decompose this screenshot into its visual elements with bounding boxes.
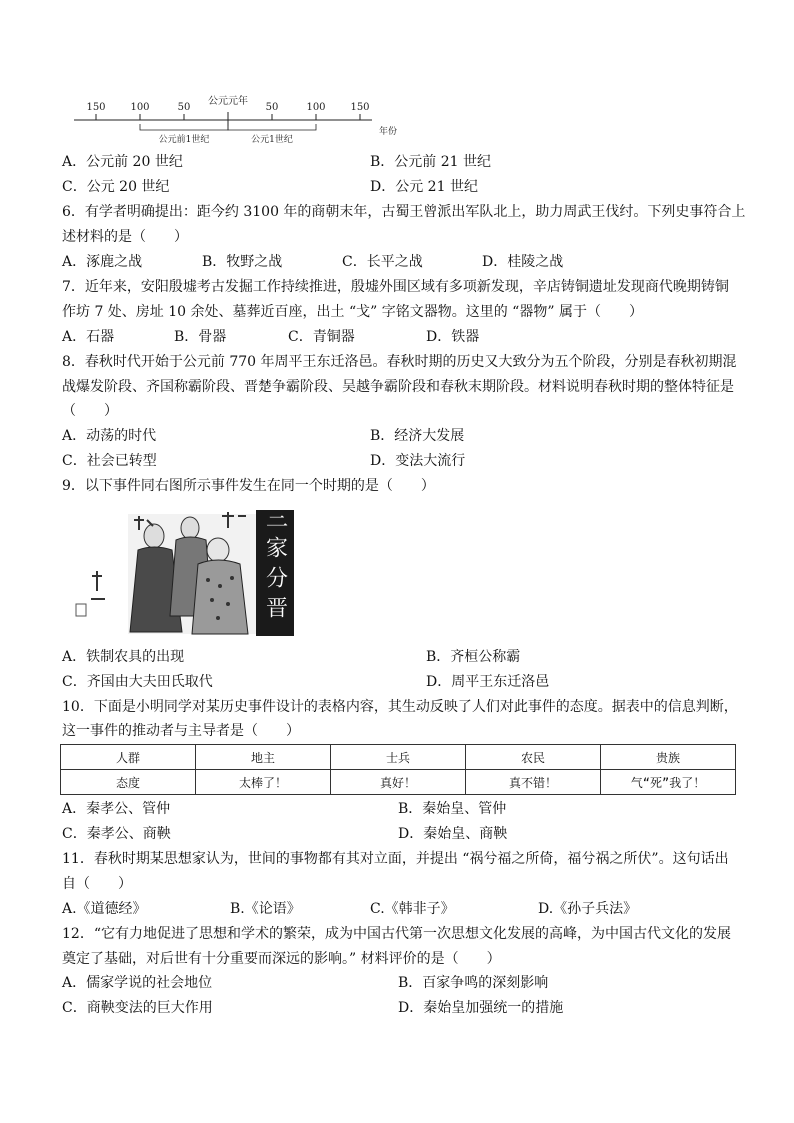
q6-options (62, 251, 742, 273)
q11-option-c[interactable]: C.《韩非子》 (370, 901, 455, 917)
bc-century-label: 公元前1世纪 (158, 135, 210, 145)
q10-options-row-2 (62, 823, 742, 845)
table-cell: 士兵 (331, 745, 466, 770)
q11-option-b[interactable]: B.《论语》 (230, 901, 301, 917)
timeline-figure (60, 68, 420, 158)
q7-option-c[interactable]: C．青铜器 (288, 329, 355, 345)
q8-stem-line-2: 战爆发阶段、齐国称霸阶段、晋楚争霸阶段、吴越争霸阶段和春秋末期阶段。材料说明春秋时期的整体特征是 (62, 379, 734, 395)
q12-options-row-2 (62, 997, 742, 1019)
q5-option-b[interactable]: B．公元前 21 世纪 (370, 154, 492, 170)
q12-option-d[interactable]: D．秦始皇加强统一的措施 (398, 1000, 564, 1016)
tick-label: 100 (306, 102, 326, 113)
q10-options-row-1 (62, 798, 742, 820)
tick-label: 50 (265, 102, 279, 113)
q12-stem-line-2: 奠定了基础，对后世有十分重要而深远的影响。” 材料评价的是（ ） (62, 951, 501, 967)
tick-label: 150 (350, 102, 370, 113)
three-families-partition-illustration (72, 506, 294, 638)
q10-option-c[interactable]: C．秦孝公、商鞅 (62, 826, 171, 842)
q5-option-c[interactable]: C．公元 20 世纪 (62, 179, 170, 195)
bc-bracket (140, 124, 228, 130)
q7-options (62, 326, 742, 348)
table-cell: 真不错！ (466, 770, 601, 795)
q12-option-c[interactable]: C．商鞅变法的巨大作用 (62, 1000, 213, 1016)
table-cell: 贵族 (601, 745, 736, 770)
q9-options-row-1 (62, 646, 742, 668)
q7-option-d[interactable]: D．铁器 (426, 329, 480, 345)
q11-options (62, 898, 742, 920)
q8-options-row-1 (62, 425, 742, 447)
q10-stem-line-2: 这一事件的推动者与主导者是（ ） (62, 723, 300, 739)
q11-option-d[interactable]: D.《孙子兵法》 (538, 901, 638, 917)
q9-options-row-2 (62, 671, 742, 693)
q10-option-a[interactable]: A．秦孝公、管仲 (62, 801, 171, 817)
tick-label-origin: 公元元年 (208, 96, 248, 107)
table-cell: 真好！ (331, 770, 466, 795)
q11-option-a[interactable]: A.《道德经》 (62, 901, 147, 917)
q10-stem-line-1: 10．下面是小明同学对某历史事件设计的表格内容，其生动反映了人们对此事件的态度。据表中的信息判断， (62, 699, 738, 715)
table-row (61, 770, 736, 795)
table-cell: 气“死”我了！ (601, 770, 736, 795)
q10-option-b[interactable]: B．秦始皇、管仲 (398, 801, 507, 817)
table-cell: 人群 (61, 745, 196, 770)
q9-option-c[interactable]: C．齐国由大夫田氏取代 (62, 674, 213, 690)
q12-options-row-1 (62, 972, 742, 994)
tick-label: 100 (130, 102, 150, 113)
q7-option-b[interactable]: B．骨器 (174, 329, 227, 345)
q9-option-d[interactable]: D．周平王东迁洛邑 (426, 674, 550, 690)
q8-option-d[interactable]: D．变法大流行 (370, 453, 466, 469)
q11-stem-line-2: 自（ ） (62, 876, 132, 892)
attitude-table (60, 744, 736, 795)
q8-option-a[interactable]: A．动荡的时代 (62, 428, 157, 444)
q8-stem-line-3: （ ） (62, 403, 118, 419)
q12-stem-line-1: 12．“它有力地促进了思想和学术的繁荣，成为中国古代第一次思想文化发展的高峰，为中国古代文化的发展 (62, 926, 731, 942)
q5-options-row-2 (62, 176, 742, 198)
q8-options-row-2 (62, 450, 742, 472)
timeline-ticks (96, 112, 360, 126)
q12-option-a[interactable]: A．儒家学说的社会地位 (62, 975, 213, 991)
q6-option-b[interactable]: B．牧野之战 (202, 254, 283, 270)
q11-stem-line-1: 11．春秋时期某思想家认为，世间的事物都有其对立面，并提出 “祸兮福之所倚，福兮祸之所伏”。这句话出 (62, 851, 729, 867)
tick-label: 150 (86, 102, 106, 113)
q9-option-a[interactable]: A．铁制农具的出现 (62, 649, 185, 665)
table-cell: 态度 (61, 770, 196, 795)
q9-option-b[interactable]: B．齐桓公称霸 (426, 649, 521, 665)
q8-option-b[interactable]: B．经济大发展 (370, 428, 465, 444)
q8-option-c[interactable]: C．社会已转型 (62, 453, 157, 469)
q7-stem-line-2: 作坊 7 处、房址 10 余处、墓葬近百座，出土 “戈” 字铭文器物。这里的 “器物” 属于（ ） (62, 304, 643, 320)
q5-option-d[interactable]: D．公元 21 世纪 (370, 179, 478, 195)
q12-option-b[interactable]: B．百家争鸣的深刻影响 (398, 975, 549, 991)
table-cell: 农民 (466, 745, 601, 770)
illustration-caption: 三家分晋 (262, 506, 288, 626)
q9-stem: 9．以下事件同右图所示事件发生在同一个时期的是（ ） (62, 478, 435, 494)
ad-century-label: 公元1世纪 (251, 135, 293, 145)
q5-options-row-1 (62, 151, 742, 173)
table-cell: 太棒了！ (196, 770, 331, 795)
q6-option-c[interactable]: C．长平之战 (342, 254, 423, 270)
axis-label: 年份 (378, 127, 398, 137)
table-row (61, 745, 736, 770)
q6-stem-line-1: 6．有学者明确提出：距今约 3100 年的商朝末年，古蜀王曾派出军队北上，助力周武王伐纣。下列史事符合上 (62, 204, 746, 220)
q8-stem-line-1: 8．春秋时代开始于公元前 770 年周平王东迁洛邑。春秋时期的历史又大致分为五个阶段，分别是春秋初期混 (62, 354, 737, 370)
q5-option-a[interactable]: A．公元前 20 世纪 (62, 154, 183, 170)
q10-option-d[interactable]: D．秦始皇、商鞅 (398, 826, 508, 842)
q6-option-d[interactable]: D．桂陵之战 (482, 254, 564, 270)
q7-option-a[interactable]: A．石器 (62, 329, 115, 345)
tick-label: 50 (177, 102, 191, 113)
q7-stem-line-1: 7．近年来，安阳殷墟考古发掘工作持续推进，殷墟外围区域有多项新发现，辛店铸铜遗址发现商代晚期铸铜 (62, 279, 729, 295)
table-cell: 地主 (196, 745, 331, 770)
q6-stem-line-2: 述材料的是（ ） (62, 229, 188, 245)
ad-bracket (228, 124, 316, 130)
q6-option-a[interactable]: A．涿鹿之战 (62, 254, 143, 270)
